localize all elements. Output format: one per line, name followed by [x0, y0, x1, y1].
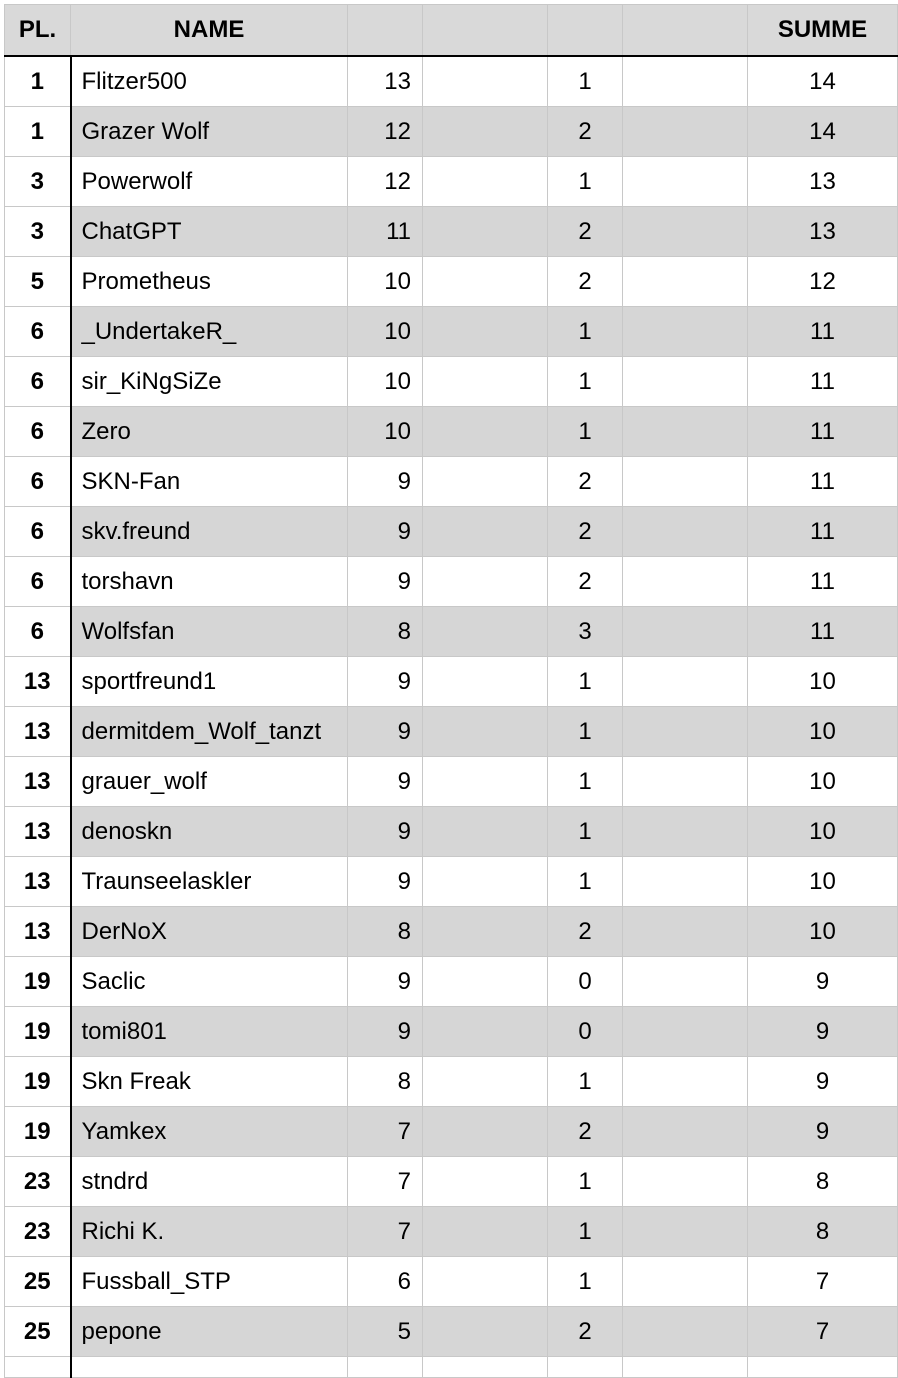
- sum-cell: 14: [748, 56, 898, 107]
- value-cell-b: 1: [548, 1207, 623, 1257]
- name-cell: Skn Freak: [71, 1057, 348, 1107]
- place-cell: 6: [5, 357, 71, 407]
- table-row[interactable]: [5, 907, 898, 957]
- value-cell-a: 5: [348, 1307, 423, 1357]
- name-cell: denoskn: [71, 807, 348, 857]
- empty-cell: [623, 657, 748, 707]
- table-row[interactable]: [5, 607, 898, 657]
- name-cell: torshavn: [71, 557, 348, 607]
- value-cell-a: 10: [348, 307, 423, 357]
- empty-cell: [623, 1307, 748, 1357]
- empty-cell: [423, 1157, 548, 1207]
- name-cell: DerNoX: [71, 907, 348, 957]
- value-cell-b: 1: [548, 56, 623, 107]
- name-cell: Fussball_STP: [71, 1257, 348, 1307]
- table-row[interactable]: [5, 857, 898, 907]
- sum-cell: 11: [748, 457, 898, 507]
- empty-cell: [623, 907, 748, 957]
- sum-cell: 10: [748, 907, 898, 957]
- sum-cell: 7: [748, 1307, 898, 1357]
- sum-cell: 11: [748, 307, 898, 357]
- empty-cell: [423, 207, 548, 257]
- value-cell-a: 9: [348, 507, 423, 557]
- empty-cell: [423, 1307, 548, 1357]
- place-cell: 19: [5, 1007, 71, 1057]
- place-cell: 19: [5, 1107, 71, 1157]
- value-cell-b: 2: [548, 557, 623, 607]
- table-row[interactable]: [5, 507, 898, 557]
- sum-cell: 11: [748, 357, 898, 407]
- sum-cell: 10: [748, 757, 898, 807]
- name-cell: grauer_wolf: [71, 757, 348, 807]
- name-cell: Traunseelaskler: [71, 857, 348, 907]
- table-row[interactable]: [5, 1157, 898, 1207]
- table-row[interactable]: [5, 707, 898, 757]
- empty-cell: [623, 457, 748, 507]
- name-cell: SKN-Fan: [71, 457, 348, 507]
- place-cell: 3: [5, 207, 71, 257]
- table-row[interactable]: [5, 1057, 898, 1107]
- empty-cell: [423, 1357, 548, 1378]
- place-cell: 6: [5, 557, 71, 607]
- value-cell-a: 8: [348, 907, 423, 957]
- value-cell-a: 9: [348, 957, 423, 1007]
- empty-cell: [423, 357, 548, 407]
- table-row[interactable]: [5, 807, 898, 857]
- value-cell-b: 2: [548, 207, 623, 257]
- empty-cell: [423, 507, 548, 557]
- value-cell-b: 1: [548, 707, 623, 757]
- empty-cell: [423, 257, 548, 307]
- sum-cell: 9: [748, 957, 898, 1007]
- empty-cell: [623, 957, 748, 1007]
- table-row[interactable]: [5, 457, 898, 507]
- place-cell: 25: [5, 1257, 71, 1307]
- name-cell: skv.freund: [71, 507, 348, 557]
- name-cell: tomi801: [71, 1007, 348, 1057]
- table-row[interactable]: [5, 757, 898, 807]
- header-col-6[interactable]: [623, 5, 748, 57]
- value-cell-b: 3: [548, 607, 623, 657]
- empty-cell: [5, 1357, 71, 1378]
- value-cell-b: 2: [548, 257, 623, 307]
- value-cell-b: 2: [548, 507, 623, 557]
- name-cell: ChatGPT: [71, 207, 348, 257]
- table-row[interactable]: [5, 307, 898, 357]
- table-row[interactable]: [5, 957, 898, 1007]
- value-cell-b: 1: [548, 157, 623, 207]
- table-row[interactable]: [5, 257, 898, 307]
- empty-cell: [623, 857, 748, 907]
- empty-cell: [423, 157, 548, 207]
- sum-cell: 12: [748, 257, 898, 307]
- place-cell: 13: [5, 707, 71, 757]
- place-cell: 13: [5, 807, 71, 857]
- empty-cell: [623, 1207, 748, 1257]
- sum-cell: 10: [748, 657, 898, 707]
- value-cell-a: 12: [348, 107, 423, 157]
- place-cell: 25: [5, 1307, 71, 1357]
- empty-cell: [623, 507, 748, 557]
- empty-cell: [423, 457, 548, 507]
- place-cell: 6: [5, 607, 71, 657]
- empty-cell: [423, 1057, 548, 1107]
- sum-cell: 11: [748, 607, 898, 657]
- empty-cell: [623, 1107, 748, 1157]
- value-cell-a: 8: [348, 1057, 423, 1107]
- empty-cell: [348, 1357, 423, 1378]
- place-cell: 6: [5, 407, 71, 457]
- place-cell: 3: [5, 157, 71, 207]
- table-row-partial: [5, 1357, 898, 1378]
- table-row[interactable]: [5, 557, 898, 607]
- value-cell-a: 7: [348, 1207, 423, 1257]
- place-cell: 19: [5, 957, 71, 1007]
- place-cell: 13: [5, 657, 71, 707]
- empty-cell: [423, 1207, 548, 1257]
- table-row[interactable]: [5, 1307, 898, 1357]
- empty-cell: [423, 657, 548, 707]
- name-cell: Wolfsfan: [71, 607, 348, 657]
- sum-cell: 10: [748, 857, 898, 907]
- sum-cell: 9: [748, 1107, 898, 1157]
- value-cell-a: 9: [348, 707, 423, 757]
- name-cell: Richi K.: [71, 1207, 348, 1257]
- standings-table: [4, 4, 898, 1378]
- table-row[interactable]: [5, 157, 898, 207]
- place-cell: 1: [5, 56, 71, 107]
- empty-cell: [623, 557, 748, 607]
- place-cell: 19: [5, 1057, 71, 1107]
- table-row[interactable]: [5, 1107, 898, 1157]
- empty-cell: [623, 807, 748, 857]
- place-cell: 5: [5, 257, 71, 307]
- name-cell: stndrd: [71, 1157, 348, 1207]
- name-cell: Yamkex: [71, 1107, 348, 1157]
- place-cell: 23: [5, 1207, 71, 1257]
- name-cell: Zero: [71, 407, 348, 457]
- value-cell-b: 1: [548, 307, 623, 357]
- empty-cell: [623, 207, 748, 257]
- empty-cell: [548, 1357, 623, 1378]
- value-cell-b: 2: [548, 107, 623, 157]
- sum-cell: 7: [748, 1257, 898, 1307]
- value-cell-a: 9: [348, 757, 423, 807]
- empty-cell: [623, 56, 748, 107]
- value-cell-b: 1: [548, 1157, 623, 1207]
- place-cell: 6: [5, 457, 71, 507]
- empty-cell: [623, 1257, 748, 1307]
- empty-cell: [423, 907, 548, 957]
- empty-cell: [71, 1357, 348, 1378]
- table-row[interactable]: [5, 657, 898, 707]
- empty-cell: [623, 257, 748, 307]
- value-cell-b: 2: [548, 1307, 623, 1357]
- place-cell: 13: [5, 907, 71, 957]
- header-col-3[interactable]: [348, 5, 423, 57]
- table-row[interactable]: [5, 1207, 898, 1257]
- sum-cell: 10: [748, 707, 898, 757]
- sum-cell: 13: [748, 207, 898, 257]
- empty-cell: [423, 857, 548, 907]
- name-cell: Grazer Wolf: [71, 107, 348, 157]
- empty-cell: [623, 307, 748, 357]
- value-cell-b: 2: [548, 1107, 623, 1157]
- table-row[interactable]: [5, 1007, 898, 1057]
- sum-cell: 8: [748, 1207, 898, 1257]
- name-cell: dermitdem_Wolf_tanzt: [71, 707, 348, 757]
- value-cell-a: 11: [348, 207, 423, 257]
- empty-cell: [423, 1007, 548, 1057]
- empty-cell: [423, 707, 548, 757]
- header-col-4[interactable]: [423, 5, 548, 57]
- place-cell: 23: [5, 1157, 71, 1207]
- value-cell-a: 9: [348, 807, 423, 857]
- table-row[interactable]: [5, 407, 898, 457]
- table-row[interactable]: [5, 107, 898, 157]
- empty-cell: [423, 807, 548, 857]
- table-body: [5, 56, 898, 1378]
- value-cell-a: 10: [348, 407, 423, 457]
- value-cell-b: 1: [548, 657, 623, 707]
- value-cell-a: 13: [348, 56, 423, 107]
- value-cell-a: 6: [348, 1257, 423, 1307]
- table-row[interactable]: [5, 357, 898, 407]
- value-cell-b: 1: [548, 357, 623, 407]
- value-cell-a: 9: [348, 557, 423, 607]
- value-cell-b: 2: [548, 457, 623, 507]
- header-name[interactable]: NAME: [71, 5, 348, 57]
- name-cell: Prometheus: [71, 257, 348, 307]
- value-cell-a: 9: [348, 857, 423, 907]
- value-cell-a: 8: [348, 607, 423, 657]
- empty-cell: [623, 1157, 748, 1207]
- empty-cell: [623, 157, 748, 207]
- value-cell-b: 0: [548, 957, 623, 1007]
- name-cell: _UndertakeR_: [71, 307, 348, 357]
- empty-cell: [423, 1107, 548, 1157]
- sum-cell: 8: [748, 1157, 898, 1207]
- sum-cell: 11: [748, 557, 898, 607]
- value-cell-a: 9: [348, 1007, 423, 1057]
- place-cell: 1: [5, 107, 71, 157]
- value-cell-a: 7: [348, 1157, 423, 1207]
- value-cell-a: 10: [348, 357, 423, 407]
- value-cell-b: 1: [548, 1257, 623, 1307]
- value-cell-a: 10: [348, 257, 423, 307]
- sum-cell: 9: [748, 1057, 898, 1107]
- empty-cell: [423, 557, 548, 607]
- sum-cell: 14: [748, 107, 898, 157]
- empty-cell: [423, 307, 548, 357]
- empty-cell: [623, 107, 748, 157]
- place-cell: 6: [5, 507, 71, 557]
- value-cell-b: 1: [548, 407, 623, 457]
- empty-cell: [623, 607, 748, 657]
- name-cell: Saclic: [71, 957, 348, 1007]
- place-cell: 13: [5, 857, 71, 907]
- name-cell: Flitzer500: [71, 56, 348, 107]
- place-cell: 13: [5, 757, 71, 807]
- empty-cell: [423, 56, 548, 107]
- empty-cell: [423, 607, 548, 657]
- name-cell: pepone: [71, 1307, 348, 1357]
- place-cell: 6: [5, 307, 71, 357]
- value-cell-a: 9: [348, 657, 423, 707]
- empty-cell: [623, 357, 748, 407]
- value-cell-b: 0: [548, 1007, 623, 1057]
- sum-cell: 10: [748, 807, 898, 857]
- name-cell: sportfreund1: [71, 657, 348, 707]
- value-cell-a: 12: [348, 157, 423, 207]
- value-cell-b: 1: [548, 1057, 623, 1107]
- empty-cell: [423, 107, 548, 157]
- empty-cell: [623, 1007, 748, 1057]
- name-cell: sir_KiNgSiZe: [71, 357, 348, 407]
- empty-cell: [423, 407, 548, 457]
- value-cell-b: 1: [548, 757, 623, 807]
- sum-cell: 9: [748, 1007, 898, 1057]
- empty-cell: [623, 707, 748, 757]
- value-cell-a: 9: [348, 457, 423, 507]
- header-place[interactable]: PL.: [5, 5, 71, 57]
- sum-cell: 11: [748, 507, 898, 557]
- empty-cell: [623, 1057, 748, 1107]
- value-cell-a: 7: [348, 1107, 423, 1157]
- empty-cell: [623, 407, 748, 457]
- header-col-5[interactable]: [548, 5, 623, 57]
- name-cell: Powerwolf: [71, 157, 348, 207]
- empty-cell: [423, 1257, 548, 1307]
- empty-cell: [423, 757, 548, 807]
- sum-cell: 11: [748, 407, 898, 457]
- table-header: [5, 5, 898, 57]
- empty-cell: [623, 757, 748, 807]
- value-cell-b: 2: [548, 907, 623, 957]
- sum-cell: 13: [748, 157, 898, 207]
- value-cell-b: 1: [548, 857, 623, 907]
- empty-cell: [623, 1357, 748, 1378]
- empty-cell: [748, 1357, 898, 1378]
- table-row[interactable]: [5, 207, 898, 257]
- value-cell-b: 1: [548, 807, 623, 857]
- empty-cell: [423, 957, 548, 1007]
- header-sum[interactable]: SUMME: [748, 5, 898, 57]
- header-row: [5, 5, 898, 57]
- table-row[interactable]: [5, 1257, 898, 1307]
- table-row[interactable]: [5, 56, 898, 107]
